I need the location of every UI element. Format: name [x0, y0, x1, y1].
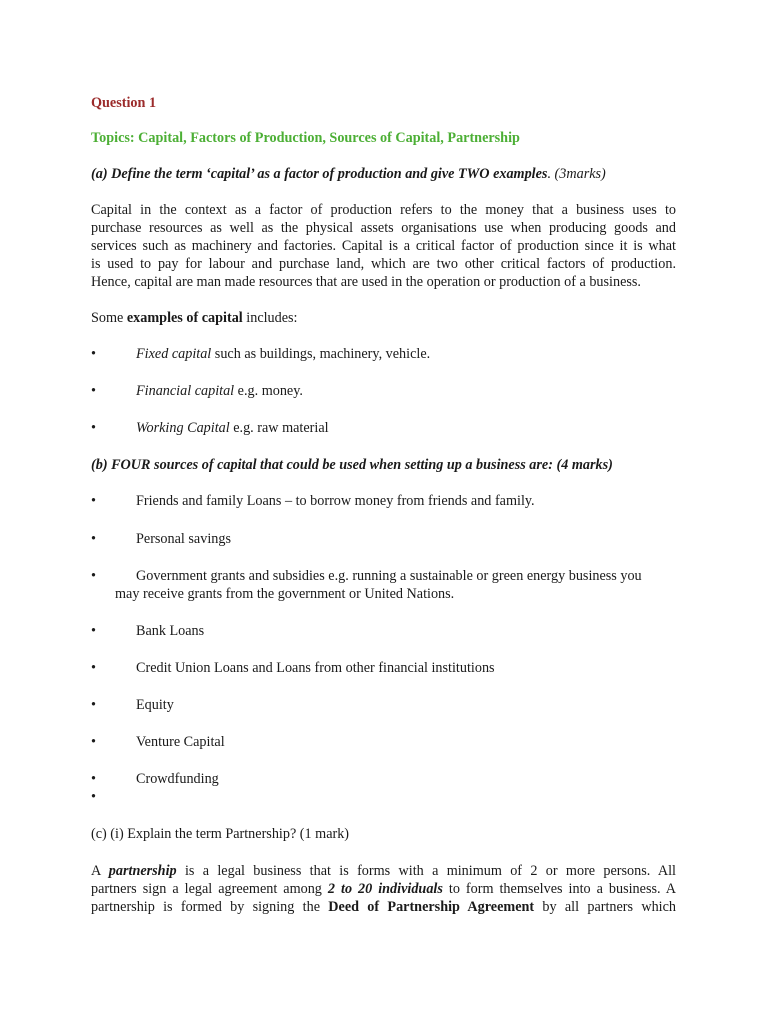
- paragraph-line: A partnership is a legal business that is forms with a minimum of 2 or more persons. All: [91, 863, 676, 879]
- paragraph-line: partnership is formed by signing the Deed of Partnership Agreement by all partners which: [91, 899, 677, 916]
- list-item: Financial capital e.g. money.: [136, 383, 303, 399]
- list-item: Friends and family Loans – to borrow money from friends and family.: [136, 493, 535, 509]
- bullet-icon: •: [91, 789, 96, 805]
- paragraph-line: is used to pay for labour and purchase land, which are two other critical factors of production.: [91, 256, 676, 273]
- partnership-term: partnership: [108, 863, 177, 879]
- bullet-icon: •: [91, 383, 96, 399]
- list-item: Government grants and subsidies e.g. running a sustainable or green energy business you: [136, 568, 642, 584]
- bullet-icon: •: [91, 531, 96, 547]
- paragraph-line: purchase resources as well as the physical assets organisations use when producing goods and: [91, 220, 676, 237]
- examples-intro-pre: Some: [91, 310, 127, 326]
- part-a-question: (a) Define the term ‘capital’ as a factor of production and give TWO examples: [91, 166, 548, 182]
- list-item: Bank Loans: [136, 623, 205, 639]
- part-a-prompt: [91, 165, 606, 183]
- topics-heading: Topics: Capital, Factors of Production, Sources of Capital, Partnership: [91, 130, 520, 146]
- bullet-icon: •: [91, 660, 96, 676]
- list-item: Fixed capital such as buildings, machinery, vehicle.: [136, 346, 431, 362]
- paragraph-line: partners sign a legal agreement among 2 to 20 individuals to form themselves into a business. A: [91, 881, 676, 898]
- list-item: Personal savings: [136, 531, 231, 547]
- part-c-prompt: (c) (i) Explain the term Partnership? (1 mark): [91, 826, 350, 842]
- examples-intro: [91, 309, 298, 327]
- list-item: Equity: [136, 697, 174, 713]
- part-b-prompt: (b) FOUR sources of capital that could be used when setting up a business are: (4 marks): [91, 457, 613, 473]
- bullet-icon: •: [91, 697, 96, 713]
- examples-intro-post: includes:: [242, 310, 298, 326]
- bullet-icon: •: [91, 346, 96, 362]
- list-item: Working Capital e.g. raw material: [136, 420, 329, 436]
- part-a-marks: (3marks): [554, 166, 606, 182]
- list-item: Credit Union Loans and Loans from other financial institutions: [136, 660, 495, 676]
- question-heading: Question 1: [91, 95, 157, 111]
- examples-intro-bold: examples of capital: [126, 310, 243, 326]
- partnership-paragraph: [91, 862, 676, 916]
- bullet-icon: •: [91, 734, 96, 750]
- bullet-icon: •: [91, 420, 96, 436]
- deed-term: Deed of Partnership Agreement: [328, 899, 535, 916]
- bullet-icon: •: [91, 623, 96, 639]
- part-a-suffix: .: [547, 166, 555, 182]
- capital-definition-paragraph: [91, 201, 676, 291]
- bullet-icon: •: [91, 771, 96, 787]
- partner-count-term: 2 to 20 individuals: [327, 881, 443, 898]
- paragraph-line: Capital in the context as a factor of production refers to the money that a business uses to: [91, 202, 676, 218]
- paragraph-line: services such as machinery and factories. Capital is a critical factor of production since it is what: [91, 238, 676, 255]
- paragraph-line: Hence, capital are man made resources that are used in the operation or production of a business.: [91, 274, 641, 291]
- list-item: Venture Capital: [136, 734, 225, 750]
- bullet-icon: •: [91, 493, 96, 509]
- bullet-icon: •: [91, 568, 96, 584]
- list-item: Crowdfunding: [136, 771, 219, 787]
- list-item-continuation: may receive grants from the government or United Nations.: [115, 586, 455, 602]
